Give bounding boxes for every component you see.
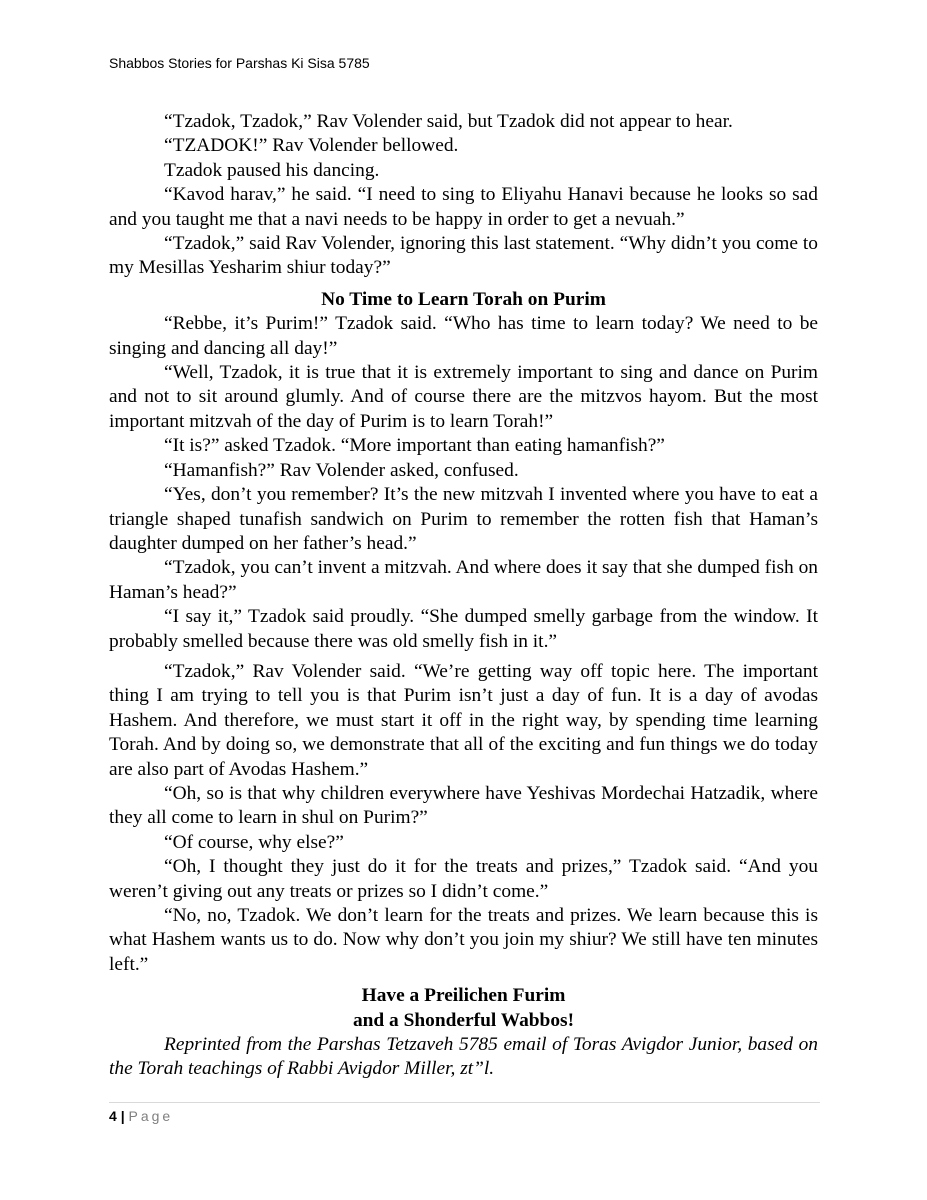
paragraph: “Yes, don’t you remember? It’s the new mitzvah I invented where you have to eat a triangle shaped tunafish sandwich on Purim to remember the rotten fish that Haman’s daughter dumped on her father’s head.”: [109, 484, 818, 554]
closing-greeting: [109, 984, 818, 1033]
page-footer: [109, 1108, 173, 1124]
closing-line-1: Have a Preilichen Furim: [361, 985, 566, 1007]
paragraph: “Tzadok, you can’t invent a mitzvah. And where does it say that she dumped fish on Haman’s head?”: [109, 557, 818, 603]
paragraph: Tzadok paused his dancing.: [164, 159, 380, 181]
paragraph: “Well, Tzadok, it is true that it is extremely important to sing and dance on Purim and not to sit around glumly. And of course there are the mitzvos hayom. But the most important mitzvah of the day of Purim is to learn Torah!”: [109, 362, 818, 432]
footer-separator: |: [120, 1108, 125, 1124]
page-number: 4: [109, 1108, 117, 1124]
story-body: [109, 110, 818, 1082]
paragraph: “Tzadok,” Rav Volender said. “We’re getting way off topic here. The important thing I am trying to tell you is that Purim isn’t just a day of fun. It is a day of avodas Hashem. And therefore, we must start it off in the right way, by spending time learning Torah. And by doing so, we demonstrate that all of the exciting and fun things we do today are also part of Avodas Hashem.”: [109, 660, 818, 780]
paragraph: “Tzadok, Tzadok,” Rav Volender said, but Tzadok did not appear to hear.: [164, 111, 733, 132]
paragraph: “Hamanfish?” Rav Volender asked, confused.: [164, 459, 519, 481]
header-title: Shabbos Stories for Parshas Ki Sisa 5785: [109, 55, 370, 71]
paragraph: “No, no, Tzadok. We don’t learn for the treats and prizes. We learn because this is what Hashem wants us to do. Now why don’t you join my shiur? We still have ten minutes left.”: [109, 905, 818, 975]
paragraph: “Oh, so is that why children everywhere have Yeshivas Mordechai Hatzadik, where they all come to learn in shul on Purim?”: [109, 782, 818, 829]
paragraph: “Rebbe, it’s Purim!” Tzadok said. “Who has time to learn today? We need to be singing and dancing all day!”: [109, 313, 818, 359]
section-heading: No Time to Learn Torah on Purim: [321, 288, 606, 310]
paragraph: “Kavod harav,” he said. “I need to sing to Eliyahu Hanavi because he looks so sad and you taught me that a navi needs to be happy in order to get a nevuah.”: [109, 184, 818, 230]
paragraph: “It is?” asked Tzadok. “More important than eating hamanfish?”: [164, 435, 665, 457]
paragraph: “Of course, why else?”: [164, 831, 344, 853]
paragraph: “TZADOK!” Rav Volender bellowed.: [164, 135, 459, 157]
closing-line-2: and a Shonderful Wabbos!: [352, 1009, 575, 1031]
footer-divider: [109, 1102, 820, 1103]
paragraph: “Tzadok,” said Rav Volender, ignoring this last statement. “Why didn’t you come to my Mesillas Yesharim shiur today?”: [109, 233, 818, 279]
page-header: [109, 55, 370, 71]
paragraph: “Oh, I thought they just do it for the treats and prizes,” Tzadok said. “And you weren’t giving out any treats or prizes so I didn’t come.”: [109, 856, 818, 902]
page-label: Page: [128, 1108, 174, 1124]
paragraph: “I say it,” Tzadok said proudly. “She dumped smelly garbage from the window. It probably smelled because there was old smelly fish in it.”: [109, 606, 818, 652]
reprint-credit: Reprinted from the Parshas Tetzaveh 5785 email of Toras Avigdor Junior, based on the Torah teachings of Rabbi Avigdor Miller, zt”l.: [109, 1034, 818, 1080]
